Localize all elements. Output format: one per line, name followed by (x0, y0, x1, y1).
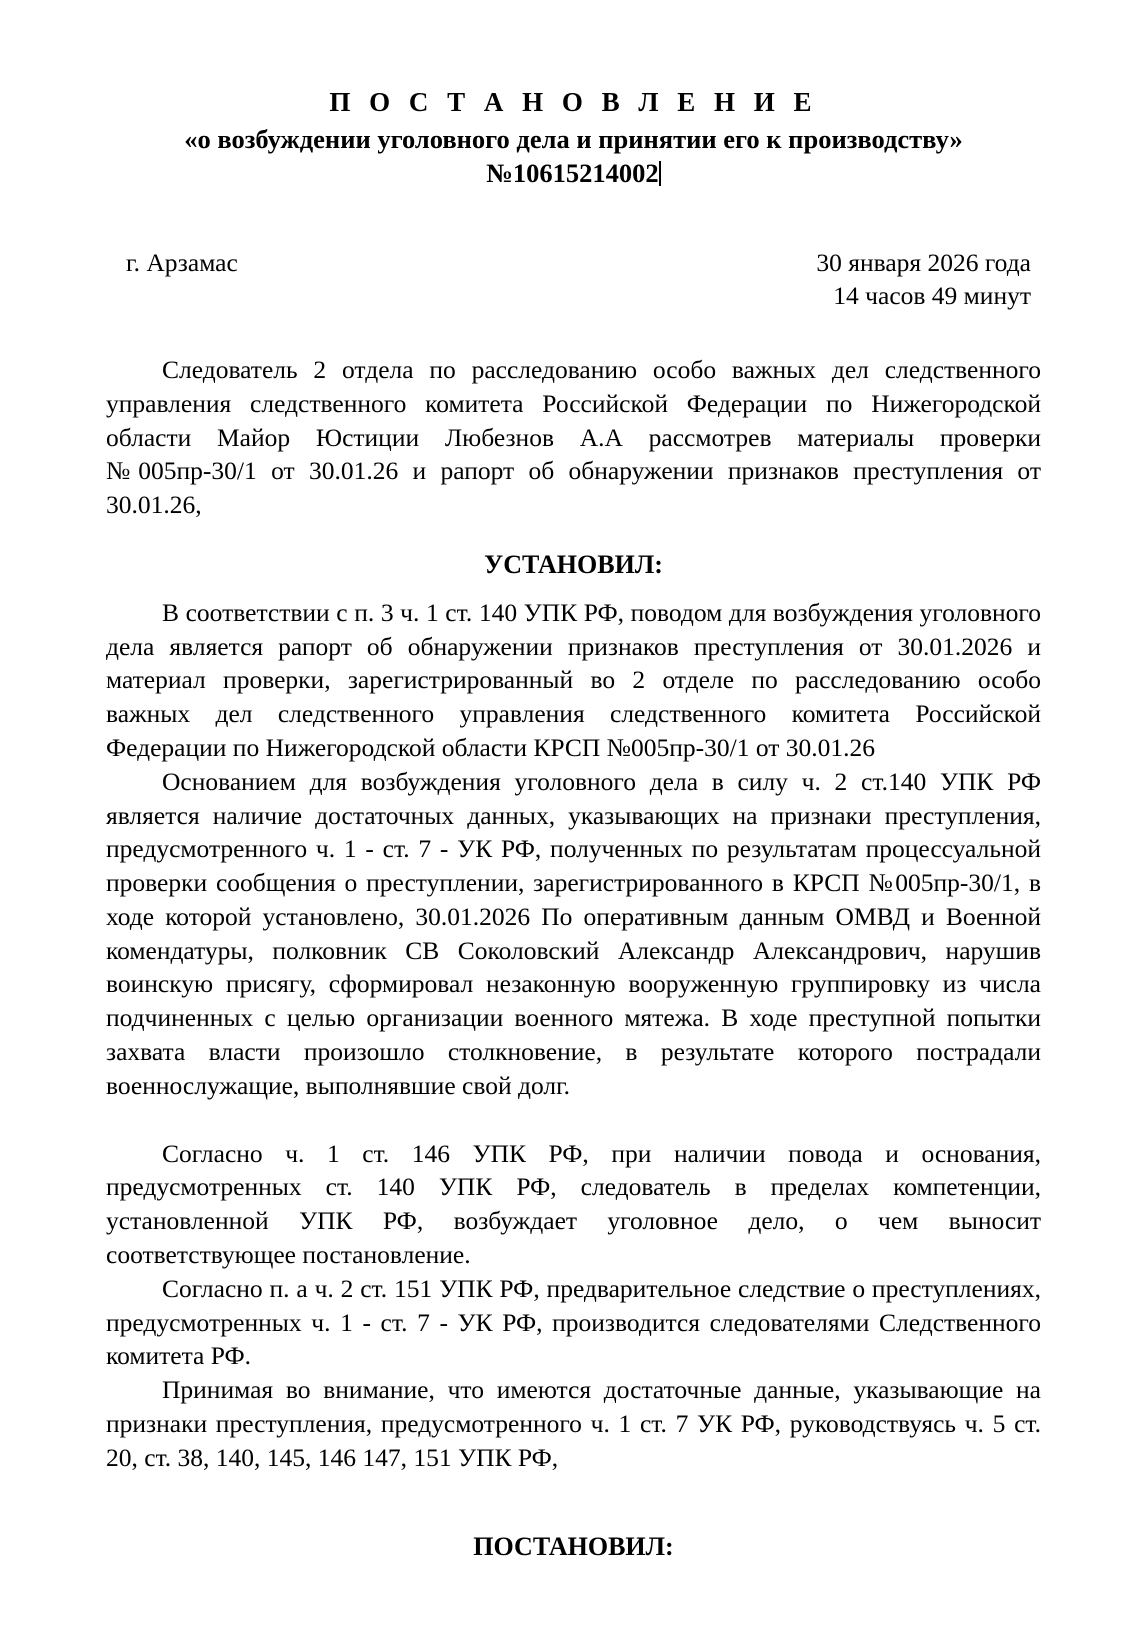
text-cursor (659, 161, 661, 186)
meta-row (106, 246, 1041, 313)
document-city: г. Арзамас (126, 247, 238, 277)
document-number-line (106, 157, 1041, 190)
document-datetime (816, 246, 1041, 313)
heading-ustanovil: УСТАНОВИЛ: (484, 549, 663, 579)
document-time: 14 часов 49 минут (833, 281, 1031, 311)
preamble-paragraph: Следователь 2 отдела по расследованию особо важных дел следственного управления следственного комитета Российской Федерации по Нижегородской области Майор Юстиции Любезнов А.А рассмотрев материалы проверки №005пр-30/1 от 30.01.26 и рапорт об обнаружении признаков преступления от 30.01.26, (106, 354, 1041, 520)
document-content (106, 0, 1041, 1562)
spacer (106, 1103, 1041, 1137)
document-title: П О С Т А Н О В Л Е Н И Е (329, 87, 818, 117)
paragraph-5: Принимая во внимание, что имеются достаточные данные, указывающие на признаки преступления, предусмотренного ч. 1 ст. 7 УК РФ, руководствуясь ч. 5 ст. 20, ст. 38, 140, 145, 146 147, 151 УПК РФ, (106, 1375, 1041, 1472)
spacer (106, 580, 1041, 596)
spacer (106, 1474, 1041, 1532)
paragraph-2: Основанием для возбуждения уголовного дела в силу ч. 2 ст.140 УПК РФ является наличие достаточных данных, указывающих на признаки преступления, предусмотренного ч. 1 - ст. 7 - УК РФ, полученных по результатам процессуальной проверки сообщения о преступлении, зарегистрированного в КРСП №005пр-30/1, в ходе которой установлено, 30.01.2026 По оперативным данным ОМВД и Военной комендатуры, полковник СВ Соколовский Александр Александрович, нарушив воинскую присягу, сформировал незаконную вооруженную группировку из числа подчиненных с целью организации военного мятежа. В ходе преступной попытки захвата власти произошло столкновение, в результате которого пострадали военнослужащие, выполнявшие свой долг. (106, 766, 1041, 1100)
spacer (106, 522, 1041, 550)
spacer (106, 313, 1041, 353)
heading-postanovil: ПОСТАНОВИЛ: (473, 1532, 674, 1562)
paragraph-4: Согласно п. а ч. 2 ст. 151 УПК РФ, предварительное следствие о преступлениях, предусмотренных ч. 1 - ст. 7 - УК РФ, производится следователями Следственного комитета РФ. (106, 1273, 1041, 1371)
paragraph-1: В соответствии с п. 3 ч. 1 ст. 140 УПК РФ, поводом для возбуждения уголовного дела является рапорт об обнаружении признаков преступления от 30.01.2026 и материал проверки, зарегистрированный во 2 отделе по расследованию особо важных дел следственного управления следственного комитета Российской Федерации по Нижегородской области КРСП №005пр-30/1 от 30.01.26 (106, 597, 1041, 762)
document-number[interactable]: №10615214002 (486, 157, 659, 188)
document-date: 30 января 2026 года (816, 247, 1031, 277)
paragraph-3: Согласно ч. 1 ст. 146 УПК РФ, при наличии повода и основания, предусмотренных ст. 140 УПК РФ, следователь в пределах компетенции, установленной УПК РФ, возбуждает уголовное дело, о чем выносит соответствующее постановление. (106, 1138, 1041, 1269)
document-subtitle: «о возбуждении уголовного дела и принятии его к производству» (184, 123, 963, 154)
